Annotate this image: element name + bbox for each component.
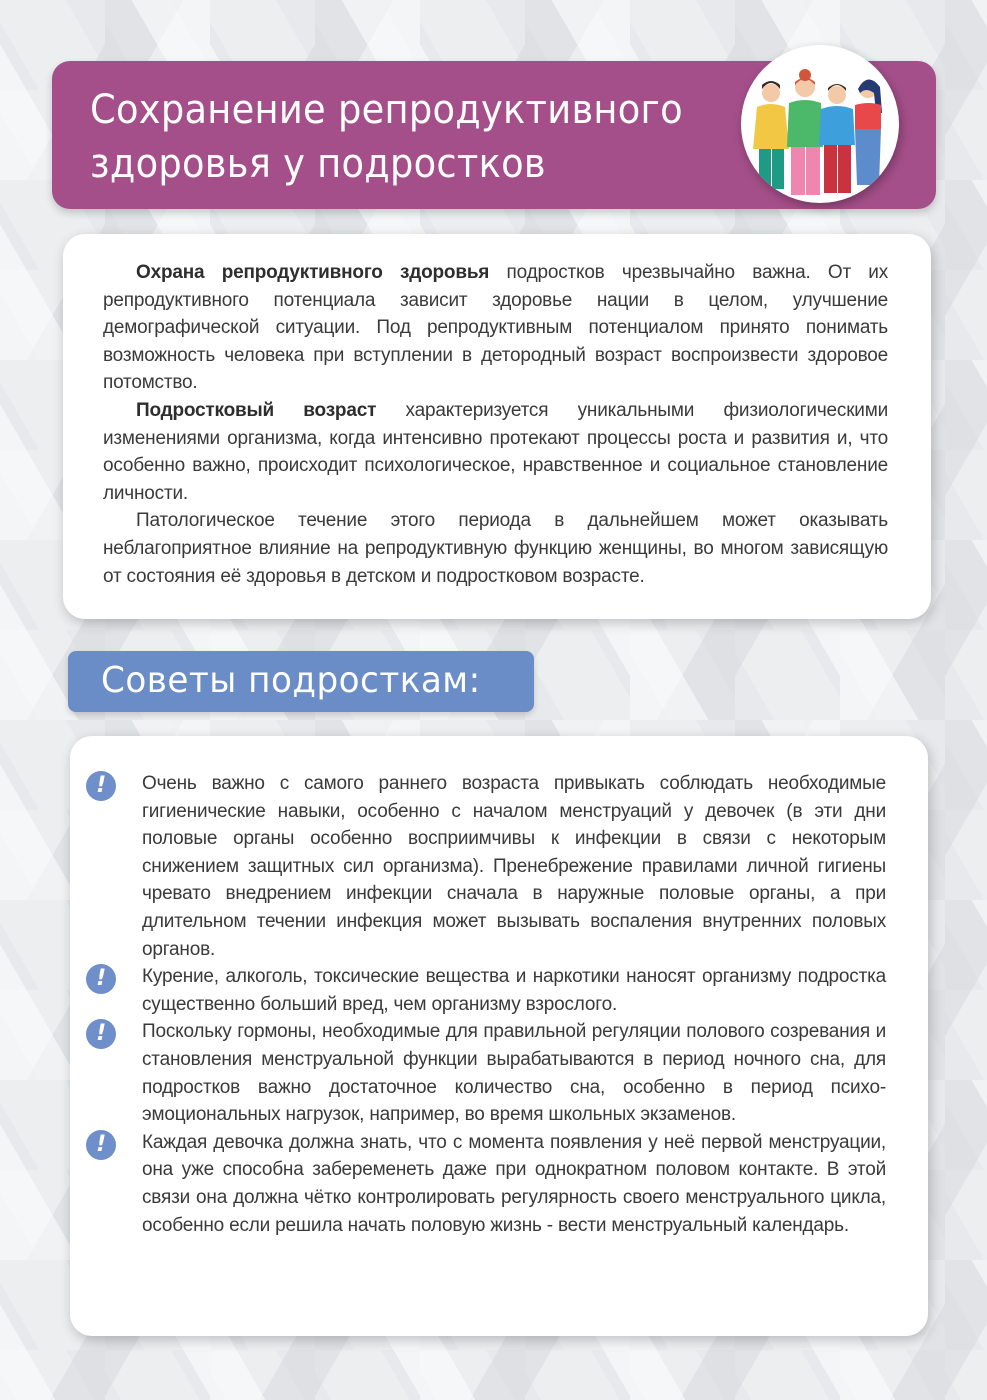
intro-card <box>63 234 931 619</box>
tip-item <box>70 770 928 963</box>
tip-item <box>70 1018 928 1128</box>
tip-text: Курение, алкоголь, токсические вещества и наркотики наносят организму подростка существенно больший вред, чем организму взрослого. <box>142 966 886 1015</box>
exclamation-circle-icon: ! <box>86 1130 116 1160</box>
tips-heading-banner <box>68 651 534 712</box>
group-of-teenagers-icon <box>741 45 899 203</box>
intro-paragraph-bold: Подростковый возраст <box>136 399 377 421</box>
intro-paragraph: Патологическое течение этого периода в дальнейшем может оказывать неблагоприятное влияние на репродуктивную функцию женщины, во многом зависящую от состояния её здоровья в детском и подростковом возрасте. <box>103 510 888 587</box>
teenagers-illustration <box>741 45 899 203</box>
exclamation-circle-icon: ! <box>86 1019 116 1049</box>
tip-text: Каждая девочка должна знать, что с момента появления у неё первой менструации, она уже способна забеременеть даже при однократном половом контакте. В этой связи она должна чётко контролировать регулярность своего менструального цикла, особенно если решила начать половую жизнь - вести менструальный календарь. <box>142 1131 886 1236</box>
exclamation-circle-icon: ! <box>86 771 116 801</box>
exclamation-circle-icon: ! <box>86 964 116 994</box>
title-line-2: здоровья у подростков <box>90 141 546 187</box>
page-title <box>90 83 683 191</box>
tip-item <box>70 963 928 1018</box>
intro-paragraph: Подростковый возраст характеризуется уникальными физиологическими изменениями организма, когда интенсивно протекают процессы роста и развития и, что особенно важно, происходит психологическое, нравственное и социальное становление личности. <box>103 399 888 504</box>
tips-card <box>70 736 928 1336</box>
intro-text <box>103 259 888 590</box>
title-line-1: Сохранение репродуктивного <box>90 87 683 133</box>
tip-text: Очень важно с самого раннего возраста привыкать соблюдать необходимые гигиенические навыки, особенно с началом менструаций у девочек (в эти дни половые органы особенно восприимчивы к инфекции в связи с некоторым снижением защитных сил организма). Пренебрежение правилами личной гигиены чревато внедрением инфекции сначала в наружные половые органы, а при длительном течении инфекция может вызывать воспаления внутренних половых органов. <box>142 773 886 960</box>
tip-item <box>70 1129 928 1239</box>
tip-text: Поскольку гормоны, необходимые для правильной регуляции полового созревания и становления менструальной функции вырабатываются в период ночного сна, для подростков важно достаточное количество сна, особенно в период психо-эмоциональных нагрузок, например, во время школьных экзаменов. <box>142 1021 886 1126</box>
tips-heading: Советы подросткам: <box>101 660 481 701</box>
intro-paragraph-bold: Охрана репродуктивного здоровья <box>136 262 490 283</box>
tips-list <box>70 770 928 1239</box>
intro-paragraph: Охрана репродуктивного здоровья подростков чрезвычайно важна. От их репродуктивного потенциала зависит здоровье нации в целом, улучшение демографической ситуации. Под репродуктивным потенциалом принято понимать возможность человека при вступлении в детородный возраст воспроизвести здоровое потомство. <box>103 262 889 394</box>
